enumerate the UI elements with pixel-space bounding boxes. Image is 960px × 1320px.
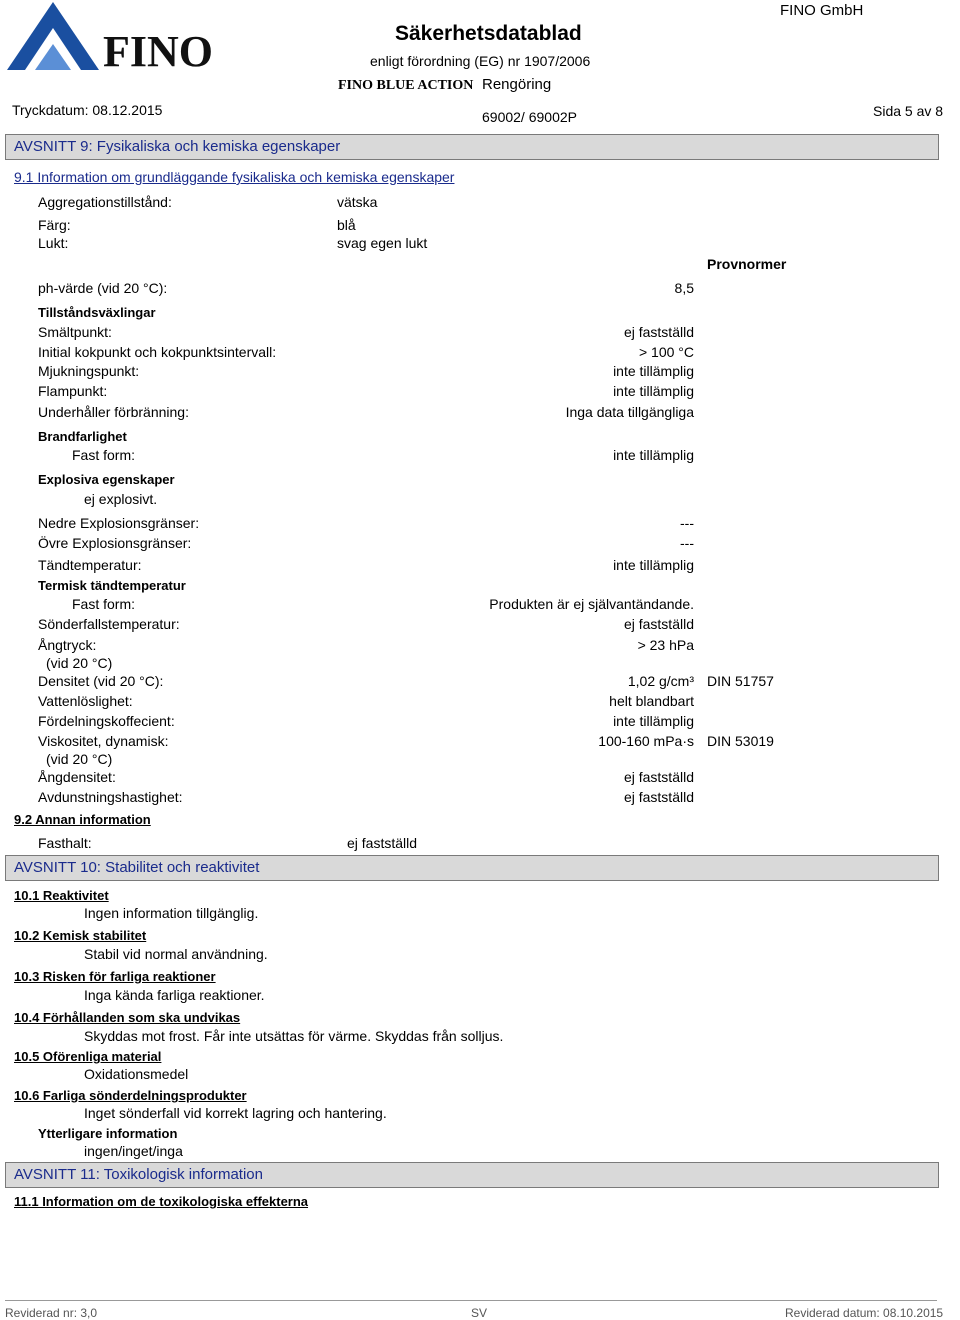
further-info-text: ingen/inget/inga — [84, 1143, 183, 1159]
print-date: Tryckdatum: 08.12.2015 — [12, 102, 163, 118]
viscosity-norm: DIN 53019 — [707, 733, 774, 749]
section-9-header — [5, 134, 939, 160]
softening-value: inte tillämplig — [613, 363, 694, 379]
subsection-10-2-text: Stabil vid normal användning. — [84, 946, 268, 962]
vapdens-label: Ångdensitet: — [38, 769, 116, 785]
melting-label: Smältpunkt: — [38, 324, 112, 340]
subsection-10-4: 10.4 Förhållanden som ska undvikas — [14, 1010, 241, 1025]
flammability-heading: Brandfarlighet — [38, 429, 127, 444]
evap-value: ej fastställd — [623, 789, 694, 805]
aggr-label: Aggregationstillstånd: — [38, 194, 172, 210]
ignition-label: Tändtemperatur: — [38, 557, 142, 573]
odor-label: Lukt: — [38, 235, 69, 251]
section-9-title: AVSNITT 9: Fysikaliska och kemiska egenskaper — [14, 138, 341, 155]
footer-revision-date: Reviderad datum: 08.10.2015 — [785, 1306, 944, 1320]
partition-value: inte tillämplig — [613, 713, 694, 729]
color-value: blå — [337, 217, 356, 233]
odor-value: svag egen lukt — [337, 235, 428, 251]
uel-label: Övre Explosionsgränser: — [38, 535, 192, 551]
footer-language: SV — [471, 1306, 488, 1320]
combustion-label: Underhåller förbränning: — [38, 404, 189, 420]
footer-revision: Reviderad nr: 3,0 — [5, 1306, 98, 1320]
vapdens-value: ej fastställd — [623, 769, 694, 785]
partition-label: Fördelningskoffecient: — [38, 713, 175, 729]
subsection-10-1: 10.1 Reaktivitet — [14, 888, 109, 903]
density-label: Densitet (vid 20 °C): — [38, 673, 164, 689]
vapor-value: > 23 hPa — [637, 637, 694, 653]
thermal-solid-value: Produkten är ej självantändande. — [489, 596, 694, 612]
subsection-10-5: 10.5 Oförenliga material — [14, 1049, 162, 1064]
aggr-value: vätska — [337, 194, 378, 210]
lel-label: Nedre Explosionsgränser: — [38, 515, 200, 531]
subsection-10-5-text: Oxidationsmedel — [84, 1066, 189, 1082]
subsection-10-1-text: Ingen information tillgänglig. — [84, 905, 259, 921]
boiling-label: Initial kokpunkt och kokpunktsintervall: — [38, 344, 277, 360]
vapor-label: Ångtryck: — [38, 637, 97, 653]
decomp-label: Sönderfallstemperatur: — [38, 616, 180, 632]
fino-logo — [5, 0, 213, 76]
state-changes-heading: Tillståndsväxlingar — [38, 305, 156, 320]
product-code: 69002/ 69002P — [482, 109, 577, 125]
thermal-solid-label: Fast form: — [72, 596, 136, 612]
page-number: Sida 5 av 8 — [873, 103, 944, 119]
norms-header: Provnormer — [707, 256, 787, 272]
density-norm: DIN 51757 — [707, 673, 774, 689]
ignition-value: inte tillämplig — [613, 557, 694, 573]
solubility-value: helt blandbart — [609, 693, 694, 709]
subsection-10-2: 10.2 Kemisk stabilitet — [14, 928, 147, 943]
logo-text: FINO — [103, 27, 213, 76]
subsection-9-1: 9.1 Information om grundläggande fysikaliska och kemiska egenskaper — [14, 169, 455, 185]
subsection-10-6-text: Inget sönderfall vid korrekt lagring och hantering. — [84, 1105, 387, 1121]
section-10-title: AVSNITT 10: Stabilitet och reaktivitet — [14, 859, 260, 876]
company-name: FINO GmbH — [780, 2, 864, 19]
subsection-9-2: 9.2 Annan information — [14, 812, 151, 827]
color-label: Färg: — [38, 217, 71, 233]
viscosity-value: 100-160 mPa·s — [598, 733, 694, 749]
flash-label: Flampunkt: — [38, 383, 108, 399]
subsection-10-4-text: Skyddas mot frost. Får inte utsättas för värme. Skyddas från solljus. — [84, 1028, 504, 1044]
density-value: 1,02 g/cm³ — [627, 673, 694, 689]
thermal-ignition-heading: Termisk tändtemperatur — [38, 578, 186, 593]
boiling-value: > 100 °C — [638, 344, 694, 360]
doc-title: Säkerhetsdatablad — [395, 22, 582, 45]
ph-value: 8,5 — [674, 280, 694, 296]
further-info-heading: Ytterligare information — [38, 1126, 178, 1141]
regulation: enligt förordning (EG) nr 1907/2006 — [370, 53, 591, 69]
subsection-10-6: 10.6 Farliga sönderdelningsprodukter — [14, 1088, 247, 1103]
solids-value: ej fastställd — [347, 835, 418, 851]
product-name: Rengöring — [482, 76, 552, 93]
section-11-header — [5, 1162, 939, 1188]
brand-name: FINO BLUE ACTION — [338, 78, 474, 93]
vapor-cond: (vid 20 °C) — [46, 655, 113, 671]
solubility-label: Vattenlöslighet: — [38, 693, 133, 709]
decomp-value: ej fastställd — [623, 616, 694, 632]
combustion-value: Inga data tillgängliga — [565, 404, 694, 420]
section-10-header — [5, 855, 939, 881]
lel-value: --- — [680, 515, 694, 531]
footer-divider — [5, 1300, 937, 1301]
flash-value: inte tillämplig — [613, 383, 694, 399]
softening-label: Mjukningspunkt: — [38, 363, 140, 379]
explosive-heading: Explosiva egenskaper — [38, 472, 175, 487]
melting-value: ej fastställd — [623, 324, 694, 340]
not-explosive: ej explosivt. — [84, 491, 158, 507]
subsection-10-3-text: Inga kända farliga reaktioner. — [84, 987, 265, 1003]
solid-label: Fast form: — [72, 447, 136, 463]
subsection-10-3: 10.3 Risken för farliga reaktioner — [14, 969, 216, 984]
subsection-11-1: 11.1 Information om de toxikologiska effekterna — [14, 1194, 309, 1209]
ph-label: ph-värde (vid 20 °C): — [38, 280, 168, 296]
section-11-title: AVSNITT 11: Toxikologisk information — [14, 1166, 263, 1183]
viscosity-cond: (vid 20 °C) — [46, 751, 113, 767]
evap-label: Avdunstningshastighet: — [38, 789, 183, 805]
solids-label: Fasthalt: — [38, 835, 92, 851]
solid-value: inte tillämplig — [613, 447, 694, 463]
uel-value: --- — [680, 535, 694, 551]
viscosity-label: Viskositet, dynamisk: — [38, 733, 169, 749]
